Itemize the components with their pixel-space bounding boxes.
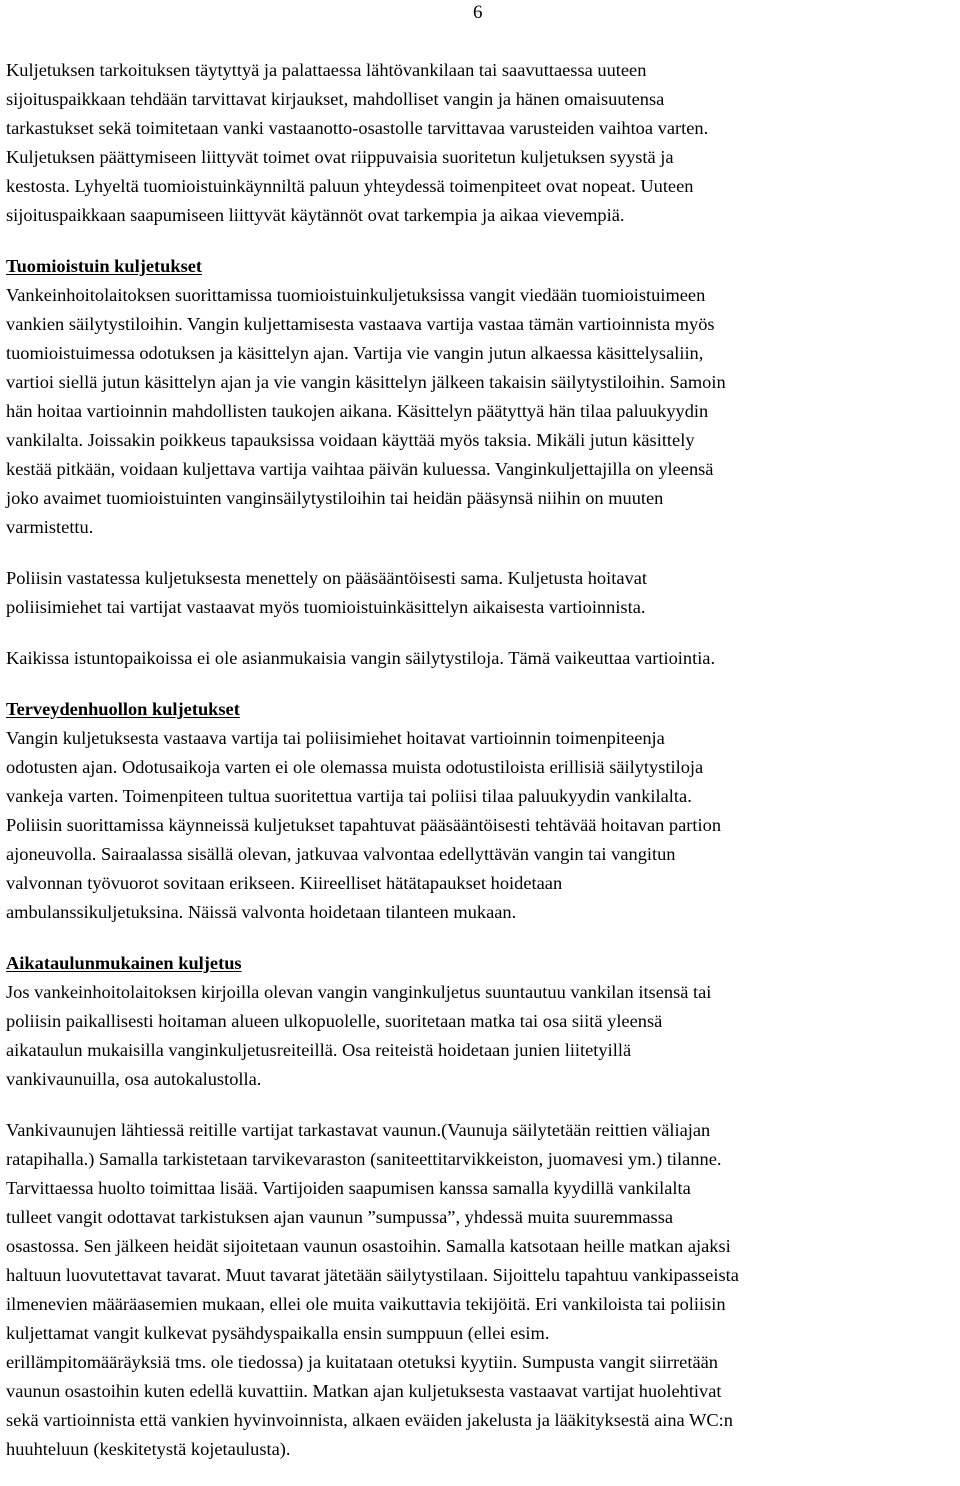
intro-paragraph xyxy=(6,56,954,230)
text-line: Kuljetuksen päättymiseen liittyvät toimet ovat riippuvaisia suoritetun kuljetuksen syystä ja xyxy=(6,147,674,167)
text-line: tulleet vangit odottavat tarkistuksen ajan vaunun ”sumpussa”, yhdessä muita suuremmassa xyxy=(6,1207,674,1227)
venue-paragraph xyxy=(6,644,954,673)
text-line: vartioi siellä jutun käsittelyn ajan ja vie vangin käsittelyn jälkeen takaisin säilytystiloihin. Samoin xyxy=(6,372,726,392)
text-line: Kaikissa istuntopaikoissa ei ole asianmukaisia vangin säilytystiloja. Tämä vaikeuttaa vartiointia. xyxy=(6,648,716,668)
text-line: Vangin kuljetuksesta vastaava vartija tai poliisimiehet hoitavat vartioinnin toimenpiteenja xyxy=(6,728,665,748)
text-line: kestosta. Lyhyeltä tuomioistuinkäynniltä paluun yhteydessä toimenpiteet ovat nopeat. Uuteen xyxy=(6,176,694,196)
text-line: vankilalta. Joissakin poikkeus tapauksissa voidaan käyttää myös taksia. Mikäli jutun käsittely xyxy=(6,430,695,450)
text-line: poliisin paikallisesti hoitaman alueen ulkopuolelle, suoritetaan matka tai osa siitä yleensä xyxy=(6,1011,663,1031)
text-line: huuhteluun (keskitetystä kojetaulusta). xyxy=(6,1439,291,1459)
document-body xyxy=(6,56,954,1486)
text-line: osastossa. Sen jälkeen heidät sijoitetaan vaunun osastoihin. Samalla katsotaan heille matkan ajaksi xyxy=(6,1236,731,1256)
court-transport-section xyxy=(6,252,954,542)
text-line: sijoituspaikkaan saapumiseen liittyvät käytännöt ovat tarkempia ja aikaa vievempiä. xyxy=(6,205,625,225)
text-line: ratapihalla.) Samalla tarkistetaan tarvikevaraston (saniteettitarvikkeiston, juomavesi ym.) tilanne. xyxy=(6,1149,722,1169)
text-line: Poliisin suorittamissa käynneissä kuljetukset tapahtuvat pääsääntöisesti tehtävää hoitavan partion xyxy=(6,815,722,835)
text-line: vankien säilytystiloihin. Vangin kuljettamisesta vastaava vartija vastaa tämän vartioinnista myös xyxy=(6,314,715,334)
text-line: kuljettamat vangit kulkevat pysähdyspaikalla ensin sumppuun (ellei esim. xyxy=(6,1323,550,1343)
text-line: sijoituspaikkaan tehdään tarvittavat kirjaukset, mahdolliset vangin ja hänen omaisuutensa xyxy=(6,89,665,109)
text-line: tarkastukset sekä toimitetaan vanki vastaanotto-osastolle tarvittavaa varusteiden vaihtoa varten. xyxy=(6,118,709,138)
page-number: 6 xyxy=(473,2,483,23)
text-line: varmistettu. xyxy=(6,517,94,537)
text-line: vankivaunuilla, osa autokalustolla. xyxy=(6,1069,262,1089)
section-heading-court: Tuomioistuin kuljetukset xyxy=(6,256,203,276)
text-line: Poliisin vastatessa kuljetuksesta menettely on pääsääntöisesti sama. Kuljetusta hoitavat xyxy=(6,568,647,588)
text-line: aikataulun mukaisilla vanginkuljetusreiteillä. Osa reiteistä hoidetaan junien liitetyillä xyxy=(6,1040,632,1060)
text-line: ajoneuvolla. Sairaalassa sisällä olevan, jatkuvaa valvontaa edellyttävän vangin tai vangitun xyxy=(6,844,676,864)
text-line: tuomioistuimessa odotuksen ja käsittelyn ajan. Vartija vie vangin jutun alkaessa käsittelysaliin, xyxy=(6,343,704,363)
text-line: sekä vartioinnista että vankien hyvinvoinnista, alkaen eväiden jakelusta ja lääkityksestä aina WC:n xyxy=(6,1410,733,1430)
text-line: odotusten ajan. Odotusaikoja varten ei ole olemassa muista odotustiloista erillisiä säilytystiloja xyxy=(6,757,704,777)
text-line: Jos vankeinhoitolaitoksen kirjoilla olevan vangin vanginkuljetus suuntautuu vankilan itsensä tai xyxy=(6,982,712,1002)
text-line: erillämpitomääräyksiä tms. ole tiedossa) ja kuitataan otetuksi kyytiin. Sumpusta vangit siirretään xyxy=(6,1352,718,1372)
police-paragraph xyxy=(6,564,954,622)
text-line: Kuljetuksen tarkoituksen täytyttyä ja palattaessa lähtövankilaan tai saavuttaessa uuteen xyxy=(6,60,647,80)
text-line: poliisimiehet tai vartijat vastaavat myös tuomioistuinkäsittelyn aikaisesta vartioinnista. xyxy=(6,597,646,617)
text-line: vaunun osastoihin kuten edellä kuvattiin. Matkan ajan kuljetuksesta vastaavat vartijat huolehtivat xyxy=(6,1381,722,1401)
text-line: vankeja varten. Toimenpiteen tultua suoritettua vartija tai poliisi tilaa paluukyydin vankilalta. xyxy=(6,786,692,806)
health-transport-section xyxy=(6,695,954,927)
text-line: ambulanssikuljetuksina. Näissä valvonta hoidetaan tilanteen mukaan. xyxy=(6,902,517,922)
text-line: Vankeinhoitolaitoksen suorittamissa tuomioistuinkuljetuksissa vangit viedään tuomioistuimeen xyxy=(6,285,706,305)
wagon-paragraph xyxy=(6,1116,954,1464)
text-line: kestää pitkään, voidaan kuljettava vartija vaihtaa päivän kuluessa. Vanginkuljettajilla on yleensä xyxy=(6,459,714,479)
text-line: valvonnan työvuorot sovitaan erikseen. Kiireelliset hätätapaukset hoidetaan xyxy=(6,873,563,893)
text-line: ilmenevien määräasemien mukaan, ellei ole muita vaikuttavia tekijöitä. Eri vankiloista tai poliisin xyxy=(6,1294,726,1314)
text-line: Tarvittaessa huolto toimittaa lisää. Vartijoiden saapumisen kanssa samalla kyydillä vankilalta xyxy=(6,1178,691,1198)
scheduled-transport-section xyxy=(6,949,954,1094)
text-line: Vankivaunujen lähtiessä reitille vartijat tarkastavat vaunun.(Vaunuja säilytetään reittien väliajan xyxy=(6,1120,711,1140)
section-heading-health: Terveydenhuollon kuljetukset xyxy=(6,699,240,719)
text-line: hän hoitaa vartioinnin mahdollisten taukojen aikana. Käsittelyn päätyttyä hän tilaa paluukyydin xyxy=(6,401,709,421)
text-line: joko avaimet tuomioistuinten vanginsäilytystiloihin tai heidän pääsynsä niihin on muuten xyxy=(6,488,664,508)
section-heading-scheduled: Aikataulunmukainen kuljetus xyxy=(6,953,242,973)
text-line: haltuun luovutettavat tavarat. Muut tavarat jätetään säilytystilaan. Sijoittelu tapahtuu vankipasseista xyxy=(6,1265,739,1285)
